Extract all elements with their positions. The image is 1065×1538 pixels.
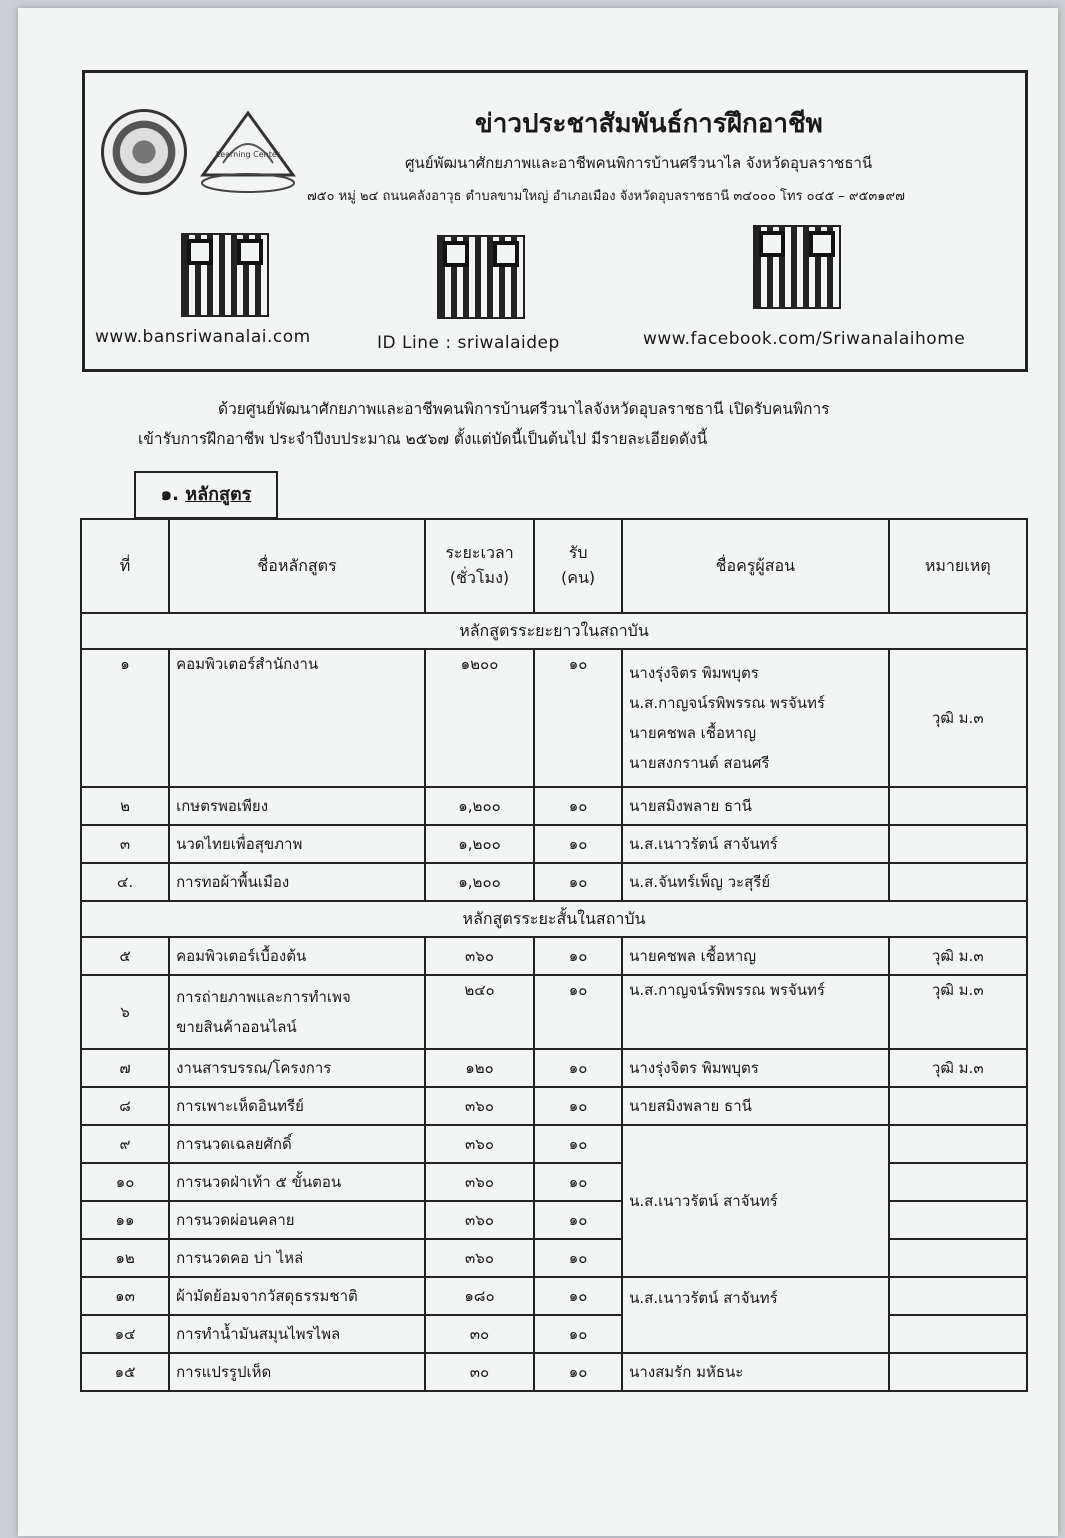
- course-name-line1: การถ่ายภาพและการทำเพจ: [176, 988, 351, 1006]
- government-seal-icon: [101, 109, 187, 195]
- row-seats: ๑๐: [534, 1163, 622, 1201]
- row-seats: ๑๐: [534, 1277, 622, 1315]
- row-no: ๑๓: [81, 1277, 169, 1315]
- teacher-name: นายคชพล เชื้อหาญ: [629, 724, 757, 742]
- row-no: ๙: [81, 1125, 169, 1163]
- row-hours: ๓๖๐: [425, 1125, 534, 1163]
- website-qr-code[interactable]: [181, 233, 269, 317]
- row-hours: ๓๖๐: [425, 1201, 534, 1239]
- row-note: [889, 1125, 1027, 1163]
- row-hours: ๑,๒๐๐: [425, 863, 534, 901]
- row-seats: ๑๐: [534, 787, 622, 825]
- courses-table: [80, 518, 1028, 1392]
- facebook-qr-code[interactable]: [753, 225, 841, 309]
- row-note: [889, 1239, 1027, 1277]
- group-row-short: [81, 901, 1027, 937]
- row-hours: ๓๖๐: [425, 937, 534, 975]
- header-hours: [425, 519, 534, 613]
- paper-sheet: [18, 8, 1058, 1536]
- row-note: วุฒิ ม.๓: [889, 937, 1027, 975]
- intro-line-1: ด้วยศูนย์พัฒนาศักยภาพและอาชีพคนพิการบ้านศรีวนาไลจังหวัดอุบลราชธานี เปิดรับคนพิการ: [218, 400, 830, 418]
- row-teacher: น.ส.จันทร์เพ็ญ วะสุรีย์: [622, 863, 888, 901]
- row-course-name: คอมพิวเตอร์เบื้องต้น: [169, 937, 425, 975]
- row-course-name: การเพาะเห็ดอินทรีย์: [169, 1087, 425, 1125]
- table-row: [81, 1125, 1027, 1163]
- row-note: [889, 1201, 1027, 1239]
- intro-paragraph: [138, 394, 1018, 454]
- intro-line-2: เข้ารับการฝึกอาชีพ ประจำปีงบประมาณ ๒๕๖๗ ตั้งแต่บัดนี้เป็นต้นไป มีรายละเอียดดังนี้: [138, 430, 708, 448]
- row-no: ๘: [81, 1087, 169, 1125]
- row-hours: ๓๖๐: [425, 1087, 534, 1125]
- table-row: [81, 1353, 1027, 1391]
- header-no: ที่: [81, 519, 169, 613]
- row-seats: ๑๐: [534, 1087, 622, 1125]
- row-no: ๗: [81, 1049, 169, 1087]
- group-row-long: [81, 613, 1027, 649]
- row-seats: ๑๐: [534, 825, 622, 863]
- header-note: หมายเหตุ: [889, 519, 1027, 613]
- facebook-link[interactable]: www.facebook.com/Sriwanalaihome: [643, 329, 966, 349]
- row-seats: ๑๐: [534, 1201, 622, 1239]
- row-hours: ๑๘๐: [425, 1277, 534, 1315]
- row-note: วุฒิ ม.๓: [889, 1049, 1027, 1087]
- table-row: [81, 1087, 1027, 1125]
- header-seats: [534, 519, 622, 613]
- section-label: หลักสูตร: [185, 484, 252, 505]
- row-teacher: นายสมิงพลาย ธานี: [622, 787, 888, 825]
- header-hours-line2: (ชั่วโมง): [449, 568, 510, 587]
- row-seats: ๑๐: [534, 649, 622, 787]
- row-note: [889, 1353, 1027, 1391]
- row-no: ๖: [81, 975, 169, 1049]
- section-number: ๑.: [160, 484, 179, 505]
- row-note: วุฒิ ม.๓: [889, 649, 1027, 787]
- row-hours: ๓๐: [425, 1315, 534, 1353]
- header-hours-line1: ระยะเวลา: [445, 543, 514, 562]
- svg-text:Learning Center: Learning Center: [215, 150, 281, 159]
- header-seats-line2: (คน): [561, 568, 596, 587]
- row-hours: ๑๒๐๐: [425, 649, 534, 787]
- header-teacher: ชื่อครูผู้สอน: [622, 519, 888, 613]
- learning-center-logo-icon: [193, 105, 303, 195]
- row-course-name: การนวดเฉลยศักดิ์: [169, 1125, 425, 1163]
- row-course-name: เกษตรพอเพียง: [169, 787, 425, 825]
- row-course-name: นวดไทยเพื่อสุขภาพ: [169, 825, 425, 863]
- row-course-name: ผ้ามัดย้อมจากวัสดุธรรมชาติ: [169, 1277, 425, 1315]
- row-note: [889, 825, 1027, 863]
- table-row: [81, 825, 1027, 863]
- center-address: ๗๕๐ หมู่ ๒๔ ถนนคลังอาวุธ ตำบลขามใหญ่ อำเภอเมือง จังหวัดอุบลราชธานี ๓๔๐๐๐ โทร ๐๔๕ – ๙๕๓๑๙๗: [307, 189, 905, 204]
- row-seats: ๑๐: [534, 1049, 622, 1087]
- row-hours: ๓๖๐: [425, 1163, 534, 1201]
- row-no: ๑: [81, 649, 169, 787]
- row-note: [889, 1163, 1027, 1201]
- row-seats: ๑๐: [534, 975, 622, 1049]
- row-course-name: งานสารบรรณ/โครงการ: [169, 1049, 425, 1087]
- page-title: ข่าวประชาสัมพันธ์การฝึกอาชีพ: [475, 109, 823, 139]
- row-course-name: การแปรรูปเห็ด: [169, 1353, 425, 1391]
- row-no: ๕: [81, 937, 169, 975]
- row-seats: ๑๐: [534, 863, 622, 901]
- row-course-name: การนวดฝ่าเท้า ๕ ขั้นตอน: [169, 1163, 425, 1201]
- row-teacher: นายสมิงพลาย ธานี: [622, 1087, 888, 1125]
- course-name-line2: ขายสินค้าออนไลน์: [176, 1018, 297, 1036]
- row-no: ๒: [81, 787, 169, 825]
- row-teacher: น.ส.กาญจน์รพิพรรณ พรจันทร์: [622, 975, 888, 1049]
- letterhead: [82, 70, 1028, 372]
- table-row: [81, 649, 1027, 787]
- table-row: [81, 975, 1027, 1049]
- row-seats: ๑๐: [534, 1125, 622, 1163]
- teacher-name: นายสงกรานต์ สอนศรี: [629, 754, 770, 772]
- table-row: [81, 787, 1027, 825]
- row-hours: ๓๐: [425, 1353, 534, 1391]
- row-seats: ๑๐: [534, 1239, 622, 1277]
- row-teacher: นายคชพล เชื้อหาญ: [622, 937, 888, 975]
- group-label-short: หลักสูตรระยะสั้นในสถาบัน: [81, 901, 1027, 937]
- row-no: ๑๔: [81, 1315, 169, 1353]
- row-course-name: การนวดคอ บ่า ไหล่: [169, 1239, 425, 1277]
- row-note: วุฒิ ม.๓: [889, 975, 1027, 1049]
- row-note: [889, 787, 1027, 825]
- row-note: [889, 1315, 1027, 1353]
- row-course-name: การนวดผ่อนคลาย: [169, 1201, 425, 1239]
- row-course-name: การทำน้ำมันสมุนไพรไพล: [169, 1315, 425, 1353]
- line-id[interactable]: ID Line : sriwalaidep: [377, 333, 560, 353]
- row-teacher: นางสมรัก มหัธนะ: [622, 1353, 888, 1391]
- row-course-name: คอมพิวเตอร์สำนักงาน: [169, 649, 425, 787]
- row-seats: ๑๐: [534, 937, 622, 975]
- header-course-name: ชื่อหลักสูตร: [169, 519, 425, 613]
- section-heading: [134, 471, 278, 519]
- row-no: ๔.: [81, 863, 169, 901]
- row-no: ๑๑: [81, 1201, 169, 1239]
- row-teacher: น.ส.เนาวรัตน์ สาจันทร์: [622, 825, 888, 863]
- row-note: [889, 863, 1027, 901]
- website-link[interactable]: www.bansriwanalai.com: [95, 327, 311, 347]
- row-course-name: [169, 975, 425, 1049]
- row-note: [889, 1087, 1027, 1125]
- row-teacher: น.ส.เนาวรัตน์ สาจันทร์: [622, 1277, 888, 1353]
- table-header-row: [81, 519, 1027, 613]
- row-no: ๓: [81, 825, 169, 863]
- row-hours: ๑,๒๐๐: [425, 825, 534, 863]
- row-hours: ๑๒๐: [425, 1049, 534, 1087]
- table-row: [81, 1277, 1027, 1315]
- row-teachers: [622, 649, 888, 787]
- table-row: [81, 1049, 1027, 1087]
- row-hours: ๓๖๐: [425, 1239, 534, 1277]
- row-course-name: การทอผ้าพื้นเมือง: [169, 863, 425, 901]
- row-seats: ๑๐: [534, 1315, 622, 1353]
- row-note: [889, 1277, 1027, 1315]
- row-hours: ๒๔๐: [425, 975, 534, 1049]
- header-seats-line1: รับ: [568, 543, 588, 562]
- row-no: ๑๒: [81, 1239, 169, 1277]
- teacher-name: น.ส.กาญจน์รพิพรรณ พรจันทร์: [629, 694, 825, 712]
- teacher-name: นางรุ่งจิตร พิมพบุตร: [629, 664, 759, 682]
- row-teacher: นางรุ่งจิตร พิมพบุตร: [622, 1049, 888, 1087]
- row-no: ๑๕: [81, 1353, 169, 1391]
- line-qr-code[interactable]: [437, 235, 525, 319]
- row-teacher: น.ส.เนาวรัตน์ สาจันทร์: [622, 1125, 888, 1277]
- row-no: ๑๐: [81, 1163, 169, 1201]
- table-row: [81, 937, 1027, 975]
- row-hours: ๑,๒๐๐: [425, 787, 534, 825]
- center-name: ศูนย์พัฒนาศักยภาพและอาชีพคนพิการบ้านศรีวนาไล จังหวัดอุบลราชธานี: [405, 154, 873, 172]
- group-label-long: หลักสูตรระยะยาวในสถาบัน: [81, 613, 1027, 649]
- table-row: [81, 863, 1027, 901]
- row-seats: ๑๐: [534, 1353, 622, 1391]
